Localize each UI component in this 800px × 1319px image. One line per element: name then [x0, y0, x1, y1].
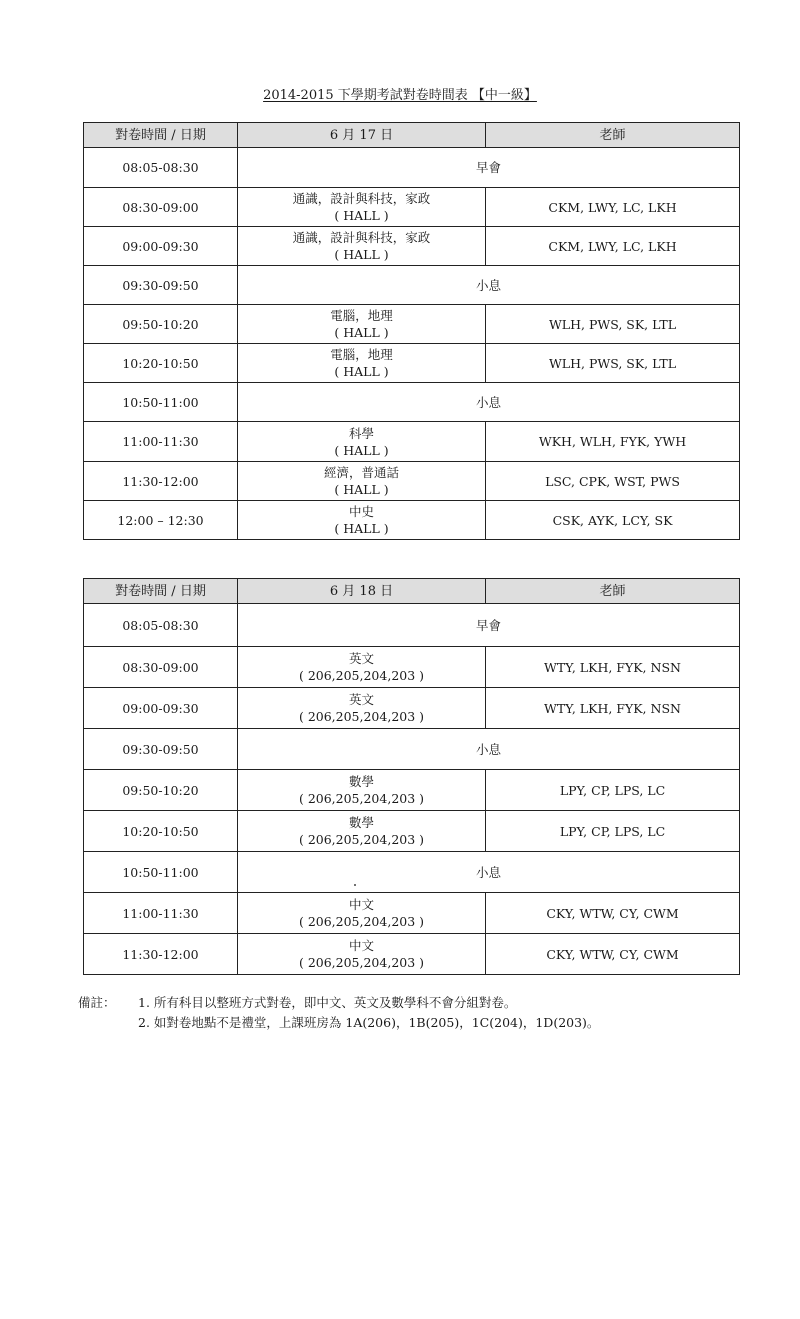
venue-label: ( 206,205,204,203 ) [298, 955, 425, 970]
subject-name: 英文 [348, 692, 374, 707]
break-cell: 小息 [238, 729, 740, 770]
time-slot-cell: 11:30-12:00 [84, 934, 238, 975]
time-slot-cell: 10:20-10:50 [84, 811, 238, 852]
scan-speck [354, 884, 356, 886]
table-row [84, 770, 740, 811]
venue-label: ( 206,205,204,203 ) [298, 914, 425, 929]
time-slot-cell: 11:30-12:00 [84, 462, 238, 501]
time-slot-cell: 10:20-10:50 [84, 344, 238, 383]
subject-name: 經濟，普通話 [323, 465, 399, 480]
table-row [84, 383, 740, 422]
subject-cell [238, 188, 486, 227]
teachers-cell: CSK, AYK, LCY, SK [486, 501, 740, 540]
subject-name: 電腦，地理 [330, 308, 393, 323]
note-item: 2. 如對卷地點不是禮堂，上課班房為 1A(206)，1B(205)，1C(204)，1D(203)。 [138, 1015, 600, 1030]
subject-name: 英文 [348, 651, 374, 666]
header-teachers: 老師 [486, 579, 740, 604]
teachers-cell: WLH, PWS, SK, LTL [486, 305, 740, 344]
teachers-cell: WTY, LKH, FYK, NSN [486, 647, 740, 688]
teachers-cell: CKY, WTW, CY, CWM [486, 934, 740, 975]
table-row [84, 266, 740, 305]
break-cell: 早會 [238, 604, 740, 647]
schedule-table-june-17 [83, 122, 740, 540]
subject-name: 科學 [348, 425, 374, 441]
teachers-cell: CKM, LWY, LC, LKH [486, 188, 740, 227]
table-row [84, 852, 740, 893]
subject-cell [238, 344, 486, 383]
schedule-table-june-18 [83, 578, 740, 975]
table-header-row [84, 123, 740, 148]
table-row [84, 462, 740, 501]
subject-name: 數學 [348, 815, 374, 830]
time-slot-cell: 12:00 – 12:30 [84, 501, 238, 540]
teachers-cell: CKM, LWY, LC, LKH [486, 227, 740, 266]
subject-cell [238, 688, 486, 729]
break-cell: 早會 [238, 148, 740, 188]
header-time-date: 對卷時間 / 日期 [84, 123, 238, 148]
teachers-cell: WLH, PWS, SK, LTL [486, 344, 740, 383]
subject-cell [238, 770, 486, 811]
table-row [84, 344, 740, 383]
subject-cell [238, 934, 486, 975]
venue-label: ( 206,205,204,203 ) [298, 709, 425, 724]
header-time-date: 對卷時間 / 日期 [84, 579, 238, 604]
subject-name: 中文 [348, 938, 374, 953]
subject-name: 通識，設計與科技，家政 [292, 191, 431, 206]
venue-label: ( HALL ) [334, 325, 389, 340]
header-date: 6 月 18 日 [238, 579, 486, 604]
time-slot-cell: 10:50-11:00 [84, 852, 238, 893]
table-row [84, 227, 740, 266]
venue-label: ( HALL ) [334, 208, 389, 223]
break-cell: 小息 [238, 852, 740, 893]
time-slot-cell: 10:50-11:00 [84, 383, 238, 422]
teachers-cell: LPY, CP, LPS, LC [486, 811, 740, 852]
subject-cell [238, 647, 486, 688]
break-cell: 小息 [238, 266, 740, 305]
subject-cell [238, 422, 486, 462]
subject-cell [238, 227, 486, 266]
time-slot-cell: 08:05-08:30 [84, 604, 238, 647]
notes-label: 備註： [78, 995, 116, 1010]
table-row [84, 688, 740, 729]
header-date: 6 月 17 日 [238, 123, 486, 148]
table-row [84, 305, 740, 344]
time-slot-cell: 09:50-10:20 [84, 305, 238, 344]
subject-name: 通識，設計與科技，家政 [292, 230, 431, 245]
teachers-cell: LPY, CP, LPS, LC [486, 770, 740, 811]
subject-cell [238, 501, 486, 540]
subject-name: 數學 [348, 774, 374, 789]
subject-cell [238, 462, 486, 501]
time-slot-cell: 08:30-09:00 [84, 188, 238, 227]
venue-label: ( HALL ) [334, 442, 389, 458]
time-slot-cell: 11:00-11:30 [84, 893, 238, 934]
time-slot-cell: 09:00-09:30 [84, 688, 238, 729]
subject-name: 中文 [348, 897, 374, 912]
teachers-cell: CKY, WTW, CY, CWM [486, 893, 740, 934]
table-row [84, 148, 740, 188]
venue-label: ( HALL ) [334, 482, 389, 497]
note-item: 1. 所有科目以整班方式對卷，即中文、英文及數學科不會分組對卷。 [138, 995, 517, 1010]
table-row [84, 811, 740, 852]
table-header-row [84, 579, 740, 604]
venue-label: ( 206,205,204,203 ) [298, 668, 425, 683]
venue-label: ( 206,205,204,203 ) [298, 791, 425, 806]
break-cell: 小息 [238, 383, 740, 422]
time-slot-cell: 08:05-08:30 [84, 148, 238, 188]
time-slot-cell: 09:30-09:50 [84, 729, 238, 770]
subject-name: 電腦，地理 [330, 347, 393, 362]
venue-label: ( HALL ) [334, 521, 389, 536]
teachers-cell: WTY, LKH, FYK, NSN [486, 688, 740, 729]
header-teachers: 老師 [486, 123, 740, 148]
time-slot-cell: 09:30-09:50 [84, 266, 238, 305]
time-slot-cell: 08:30-09:00 [84, 647, 238, 688]
venue-label: ( 206,205,204,203 ) [298, 832, 425, 847]
table-row [84, 501, 740, 540]
table-row [84, 729, 740, 770]
page-title: 2014-2015 下學期考試對卷時間表 【中一級】 [263, 88, 537, 103]
time-slot-cell: 09:50-10:20 [84, 770, 238, 811]
table-row [84, 647, 740, 688]
subject-name: 中史 [348, 504, 374, 519]
venue-label: ( HALL ) [334, 364, 389, 379]
time-slot-cell: 11:00-11:30 [84, 422, 238, 462]
table-row [84, 422, 740, 462]
subject-cell [238, 305, 486, 344]
time-slot-cell: 09:00-09:30 [84, 227, 238, 266]
teachers-cell: LSC, CPK, WST, PWS [486, 462, 740, 501]
subject-cell [238, 811, 486, 852]
table-row [84, 604, 740, 647]
table-row [84, 893, 740, 934]
teachers-cell: WKH, WLH, FYK, YWH [486, 422, 740, 462]
table-row [84, 188, 740, 227]
subject-cell [238, 893, 486, 934]
table-row [84, 934, 740, 975]
venue-label: ( HALL ) [334, 247, 389, 262]
